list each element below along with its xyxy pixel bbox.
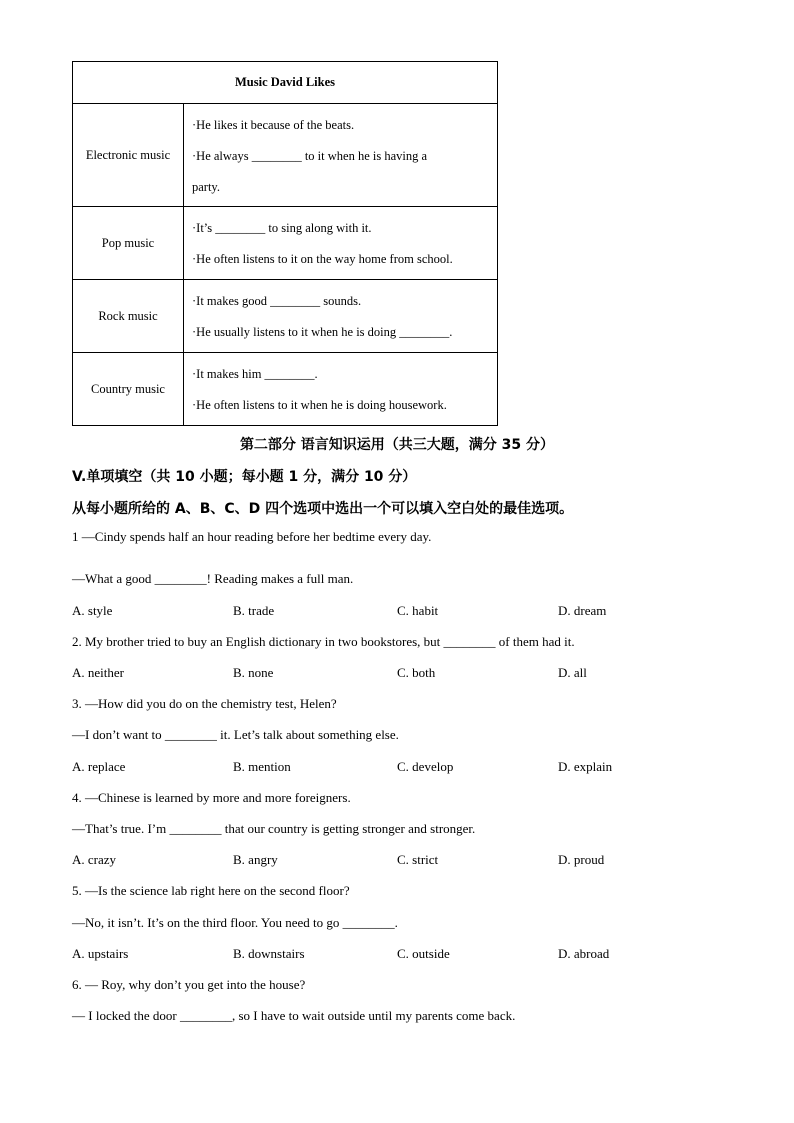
question-3-line-2: —I don’t want to ________ it. Let’s talk about something else. bbox=[72, 727, 399, 742]
question-1-line-1: 1 —Cindy spends half an hour reading before her bedtime every day. bbox=[72, 529, 432, 544]
row-description bbox=[184, 104, 498, 207]
option-d: D. proud bbox=[558, 852, 605, 867]
row-description bbox=[184, 280, 498, 353]
row-category: Electronic music bbox=[73, 104, 184, 207]
option-a: A. style bbox=[72, 603, 113, 618]
row-category: Pop music bbox=[73, 207, 184, 280]
option-d: D. dream bbox=[558, 603, 607, 618]
option-d: D. all bbox=[558, 665, 587, 680]
desc-line: ·It makes him ________. bbox=[192, 367, 318, 381]
option-a: A. neither bbox=[72, 665, 124, 680]
option-c: C. develop bbox=[397, 759, 454, 774]
option-b: B. none bbox=[233, 665, 274, 680]
table-row bbox=[73, 104, 498, 207]
question-6-line-2: — I locked the door ________, so I have to wait outside until my parents come back. bbox=[72, 1008, 516, 1023]
desc-line: party. bbox=[192, 180, 220, 194]
section-title: V.单项填空（共 10 小题；每小题 1 分，满分 10 分） bbox=[72, 469, 417, 485]
table-title: Music David Likes bbox=[73, 62, 498, 104]
part-heading: 第二部分 语言知识运用（共三大题，满分 35 分） bbox=[239, 437, 555, 453]
option-a: A. upstairs bbox=[72, 946, 129, 961]
option-d: D. explain bbox=[558, 759, 613, 774]
question-1-options bbox=[72, 603, 712, 621]
option-b: B. trade bbox=[233, 603, 275, 618]
row-category: Country music bbox=[73, 353, 184, 426]
desc-line: ·He often listens to it when he is doing housework. bbox=[192, 398, 447, 412]
option-a: A. replace bbox=[72, 759, 126, 774]
row-category: Rock music bbox=[73, 280, 184, 353]
question-6-line-1: 6. — Roy, why don’t you get into the house? bbox=[72, 977, 306, 992]
row-description bbox=[184, 207, 498, 280]
question-1-line-2: —What a good ________! Reading makes a full man. bbox=[72, 571, 354, 586]
option-b: B. angry bbox=[233, 852, 278, 867]
row-description bbox=[184, 353, 498, 426]
option-c: C. habit bbox=[397, 603, 439, 618]
question-3-line-1: 3. —How did you do on the chemistry test, Helen? bbox=[72, 696, 337, 711]
option-c: C. strict bbox=[397, 852, 439, 867]
question-4-options bbox=[72, 852, 712, 870]
option-b: B. downstairs bbox=[233, 946, 305, 961]
option-c: C. both bbox=[397, 665, 436, 680]
desc-line: ·It’s ________ to sing along with it. bbox=[192, 221, 372, 235]
question-2-line-1: 2. My brother tried to buy an English dictionary in two bookstores, but ________ of them had it. bbox=[72, 634, 575, 649]
option-d: D. abroad bbox=[558, 946, 610, 961]
question-5-options bbox=[72, 946, 712, 964]
table-header-row bbox=[73, 62, 498, 104]
question-3-options bbox=[72, 759, 712, 777]
table-row bbox=[73, 207, 498, 280]
desc-line: ·He usually listens to it when he is doing ________. bbox=[192, 325, 453, 339]
question-5-line-2: —No, it isn’t. It’s on the third floor. You need to go ________. bbox=[72, 915, 398, 930]
question-2-options bbox=[72, 665, 712, 683]
desc-line: ·He always ________ to it when he is having a bbox=[192, 149, 428, 163]
music-table bbox=[72, 61, 498, 426]
desc-line: ·He likes it because of the beats. bbox=[192, 118, 355, 132]
option-a: A. crazy bbox=[72, 852, 117, 867]
question-5-line-1: 5. —Is the science lab right here on the second floor? bbox=[72, 883, 350, 898]
desc-line: ·He often listens to it on the way home from school. bbox=[192, 252, 453, 266]
option-b: B. mention bbox=[233, 759, 291, 774]
table-row bbox=[73, 353, 498, 426]
instruction: 从每小题所给的 A、B、C、D 四个选项中选出一个可以填入空白处的最佳选项。 bbox=[72, 501, 574, 517]
question-4-line-1: 4. —Chinese is learned by more and more foreigners. bbox=[72, 790, 351, 805]
desc-line: ·It makes good ________ sounds. bbox=[192, 294, 362, 308]
question-4-line-2: —That’s true. I’m ________ that our country is getting stronger and stronger. bbox=[72, 821, 476, 836]
option-c: C. outside bbox=[397, 946, 450, 961]
table-row bbox=[73, 280, 498, 353]
